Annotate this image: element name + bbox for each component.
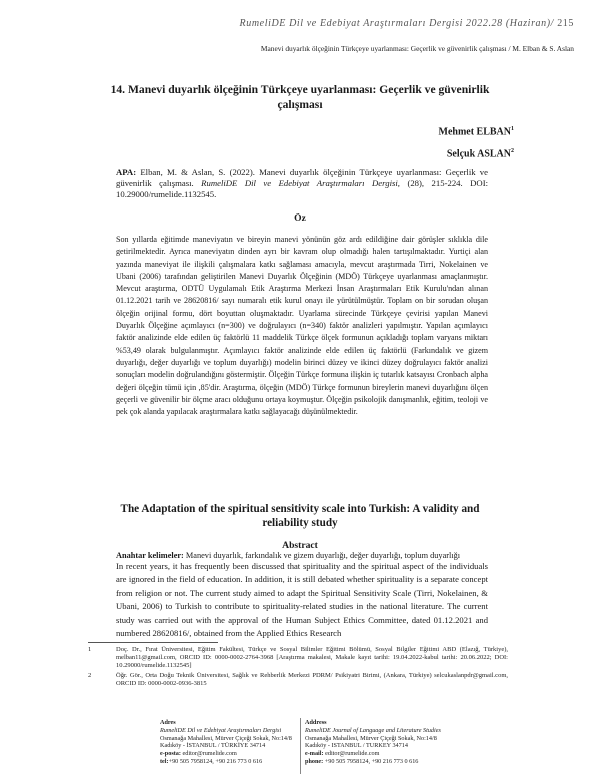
abstract-text: In recent years, it has frequently been discussed that spirituality and the spiritual aspect of the individuals are ignored in the field of education. In addition, it is still debated whether spirituality is a separate concept from religion or not. The current study aimed to adapt the Spiritual Sensitivity Scale (Tirri, Nokelainen, & Ubani, 2006) to Turkish to contribute to spirituality-related studies in the national literature. The current study was carried out with the approval of the Human Subject Ethics Committee, dated 01.12.2021 and numbered 28620816/, obtained from the Applied Ethics Research	[116, 561, 488, 639]
apa-label: APA:	[116, 167, 137, 177]
email: editor@rumelide.com	[325, 750, 380, 758]
footnote-number: 2	[88, 671, 92, 679]
oz-text	[116, 234, 488, 418]
footnote	[88, 646, 508, 671]
address-line: Osmanağa Mahallesi, Mürver Çiçeği Sokak, No:14/8	[160, 734, 292, 742]
oz-heading: Öz	[294, 213, 306, 224]
author-name: Selçuk ASLAN	[446, 148, 511, 160]
footnotes	[88, 646, 508, 689]
apa-journal: RumeliDE Dil ve Edebiyat Araştırmaları Dergisi,	[201, 178, 400, 189]
footnote-divider	[88, 642, 218, 643]
footnote	[88, 672, 508, 688]
author-2	[447, 148, 514, 159]
journal-name: RumeliDE Dil ve Edebiyat Araştırmaları Dergisi 2022.28 (Haziran)/	[239, 18, 555, 29]
oz-paragraph: Son yıllarda eğitimde maneviyatın ve bireyin manevi yönünün göz ardı edildiğine dair görüşler sıklıkla dile getirilmektedir. Ayrıca maneviyatın dinden ayrı bir kavram olup olmadığı halen tartışılmaktadır. Yurtiçi alan yazında maneviyat ile ilişkili çalışmalara katkı sağlaması amacıyla, mevcut araştırmada Tirri, Nokelainen ve Ubani (2006) tarafından geliştirilen Manevi Duyarlık Ölçeğinin (MDÖ) Türkçeye uyarlanması amaçlanmıştır. Mevcut araştırma, ODTÜ Uygulamalı Etik Araştırma Merkezi İnsan Araştırmaları Etik Kurulu'ndan alınan 01.12.2021 tarih ve 28620816/ sayı numaralı etik kurul onayı ile yürütülmüştür. Toplam on bir sorudan oluşan ölçeğin orijinal formu, dört boyuttan oluşmaktadır. Uyarlama sürecinde Türkçeye çevirisi yapılan Manevi Duyarlık Ölçeğine açımlayıcı (n=300) ve doğrulayıcı (n=340) faktör analizleri yapılmıştır. Yapılan açımlayıcı faktör analizinde elde edilen üç faktörlü 11 maddelik Türkçe ölçek formunun açıkladığı toplam varyans miktarı %53,49 olarak bulgulanmıştır. Açımlayıcı faktör analizinde elde edilen üç faktörlü (Farkındalık ve gizem duyarlığı, değer duyarlığı ve toplum duyarlığı) modelin birinci düzey ve ikinci düzey doğrulayıcı faktör analizi sonuçları modelin doğrulandığını göstermiştir. Ölçeğin Türkçe formuna ilişkin iç tutarlık katsayısı Cronbach alpha değeri ölçeğin tümü için ,85'dir. Araştırma, ölçeğin (MDÖ) Türkçe formunun bireylerin manevi duyarlığını ölçen geçerli ve güvenilir bir ölçme aracı olduğunu ortaya koymuştur. Ölçeğin psikolojik danışmanlık, eğitim, teoloji ve pek çok alanda yapılacak araştırmalara katkı sağlayacağı düşünülmektedir.	[116, 235, 488, 417]
tel: +90 505 7958124, +90 216 773 0 616	[168, 757, 263, 765]
address-divider	[300, 718, 301, 774]
footnote-text: Doç. Dr., Fırat Üniversitesi, Eğitim Fakültesi, Türkçe ve Sosyal Bilimler Eğitimi Bölümü, Sosyal Bilgiler Eğitimi ABD (Elazığ, Türkiye), melban11@gmail.com, ORCID ID: 0000-0002-2764-3968 [Araştırma makalesi, Makale kayıt tarihi: 19.04.2022-kabul tarihi: 20.06.2022; DOI: 10.29000/rumelide.1132545]	[116, 646, 508, 670]
apa-citation	[116, 167, 488, 201]
running-header	[0, 18, 574, 29]
author-footnote-mark: 2	[511, 148, 514, 154]
apa-text: Elban, M. & Aslan, S. (2022). Manevi duyarlık ölçeğinin Türkçeye uyarlanması: Geçerlik ve güvenirlik çalışması.	[116, 167, 489, 189]
abstract-heading: Abstract	[282, 540, 318, 551]
author-name: Mehmet ELBAN	[438, 126, 511, 138]
address-line: Kadıköy - ISTANBUL / TURKEY 34714	[305, 742, 408, 750]
article-title: 14. Manevi duyarlık ölçeğinin Türkçeye uyarlanması: Geçerlik ve güvenirlik çalışması	[110, 83, 490, 111]
author-1	[439, 126, 515, 137]
tel-label: phone:	[305, 757, 324, 765]
address-journal: RumeliDE Journal of Language and Literature Studies	[305, 726, 441, 734]
footnote-number: 1	[88, 646, 92, 653]
author-footnote-mark: 1	[511, 126, 514, 132]
email: editor@rumelide.com	[182, 750, 237, 758]
tel-label: tel:	[160, 757, 169, 765]
address-line: Osmanağa Mahallesi, Mürver Çiçeği Sokak, No:14/8	[305, 734, 437, 742]
tel: +90 505 7958124, +90 216 773 0 616	[324, 757, 419, 765]
email-label: e-posta:	[160, 750, 181, 758]
address-heading: Adres	[160, 719, 176, 726]
keywords-text: Manevi duyarlık, farkındalık ve gizem duyarlığı, değer duyarlığı, toplum duyarlığı	[185, 551, 461, 560]
apa-doi: (28), 215-224. DOI: 10.29000/rumelide.1132545.	[116, 178, 489, 200]
address-heading: Address	[305, 719, 327, 726]
address-turkish	[160, 719, 296, 766]
page-number: 215	[557, 18, 574, 29]
footnote-text: Öğr. Gör., Orta Doğu Teknik Üniversitesi, Sağlık ve Rehberlik Merkezi PDRM/ Psikiyatri Birimi, (Ankara, Türkiye) selcukaslanpdr@gmail.com, ORCID ID: 0000-0002-0936-3815	[116, 671, 508, 687]
article-running-title: Manevi duyarlık ölçeğinin Türkçeye uyarlanması: Geçerlik ve güvenirlik çalışması / M. Elban & S. Aslan	[260, 44, 574, 53]
address-english	[305, 719, 455, 766]
address-journal: RumeliDE Dil ve Edebiyat Araştırmaları Dergisi	[160, 726, 282, 734]
keywords-label: Anahtar kelimeler:	[116, 551, 184, 560]
english-title: The Adaptation of the spiritual sensitivity scale into Turkish: A validity and reliability study	[120, 503, 480, 529]
email-label: e-mail:	[305, 750, 324, 758]
address-line: Kadıköy - İSTANBUL / TÜRKİYE 34714	[160, 742, 266, 750]
